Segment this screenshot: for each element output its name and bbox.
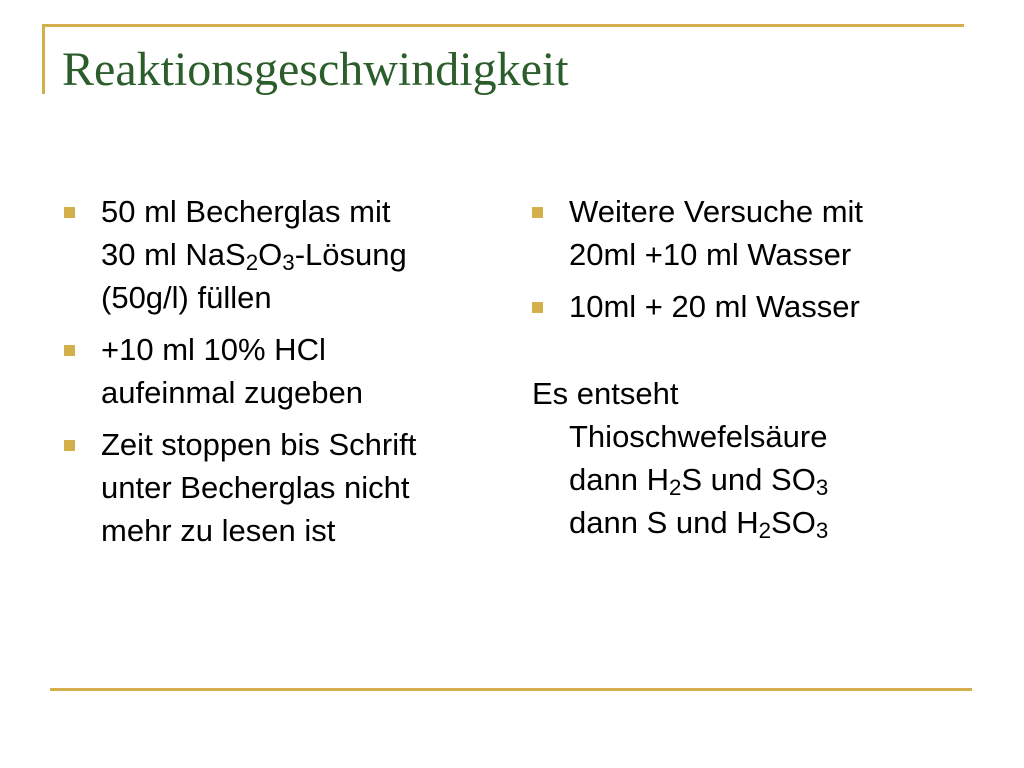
text-run: Thioschwefelsäure [569, 419, 828, 454]
bullet-item [64, 328, 504, 414]
text-run: +10 ml 10% HCl [101, 332, 326, 367]
square-bullet-icon [532, 207, 543, 218]
text-run: dann S und H [569, 505, 759, 540]
left-column [64, 190, 504, 561]
text-run: mehr zu lesen ist [101, 513, 336, 548]
text-run: aufeinmal zugeben [101, 375, 363, 410]
right-bullet-list [532, 190, 992, 328]
paragraph-line [532, 415, 992, 458]
slide-title: Reaktionsgeschwindigkeit [62, 43, 569, 96]
bullet-line [569, 233, 992, 276]
right-column [532, 190, 992, 544]
frame-left-rule [42, 24, 45, 94]
bullet-line [101, 423, 504, 466]
text-run: unter Becherglas nicht [101, 470, 410, 505]
subscript-text: 3 [815, 474, 829, 500]
bullet-line [101, 509, 504, 552]
square-bullet-icon [64, 440, 75, 451]
text-run: Zeit stoppen bis Schrift [101, 427, 417, 462]
text-run: -Lösung [294, 237, 407, 272]
square-bullet-icon [64, 345, 75, 356]
subscript-text: 2 [668, 474, 682, 500]
subscript-text: 3 [282, 249, 295, 275]
bullet-item [532, 285, 992, 328]
bullet-item [64, 190, 504, 319]
subscript-text: 2 [245, 249, 259, 275]
text-run: 10ml + 20 ml Wasser [569, 289, 860, 324]
paragraph-line [532, 458, 992, 501]
bullet-line [101, 466, 504, 509]
text-run: dann H [569, 462, 669, 497]
paragraph-line [532, 501, 992, 544]
bullet-line [101, 233, 504, 276]
text-run: O [258, 237, 283, 272]
text-run: Es entseht [532, 376, 679, 411]
subscript-text: 3 [815, 517, 829, 543]
frame-bottom-rule [50, 688, 972, 691]
bullet-item [64, 423, 504, 552]
bullet-line [569, 190, 992, 233]
bullet-line [101, 190, 504, 233]
text-run: SO [771, 505, 816, 540]
bullet-line [569, 285, 992, 328]
text-run: Weitere Versuche mit [569, 194, 864, 229]
square-bullet-icon [532, 302, 543, 313]
reaction-note [532, 372, 992, 544]
text-run: 20ml +10 ml Wasser [569, 237, 852, 272]
text-run: 30 ml NaS [101, 237, 246, 272]
left-bullet-list [64, 190, 504, 552]
bullet-line [101, 276, 504, 319]
subscript-text: 2 [758, 517, 772, 543]
bullet-line [101, 328, 504, 371]
bullet-line [101, 371, 504, 414]
paragraph-line [532, 372, 992, 415]
frame-top-rule [42, 24, 964, 27]
text-run: S und SO [681, 462, 816, 497]
bullet-item [532, 190, 992, 276]
text-run: 50 ml Becherglas mit [101, 194, 391, 229]
square-bullet-icon [64, 207, 75, 218]
text-run: (50g/l) füllen [101, 280, 272, 315]
